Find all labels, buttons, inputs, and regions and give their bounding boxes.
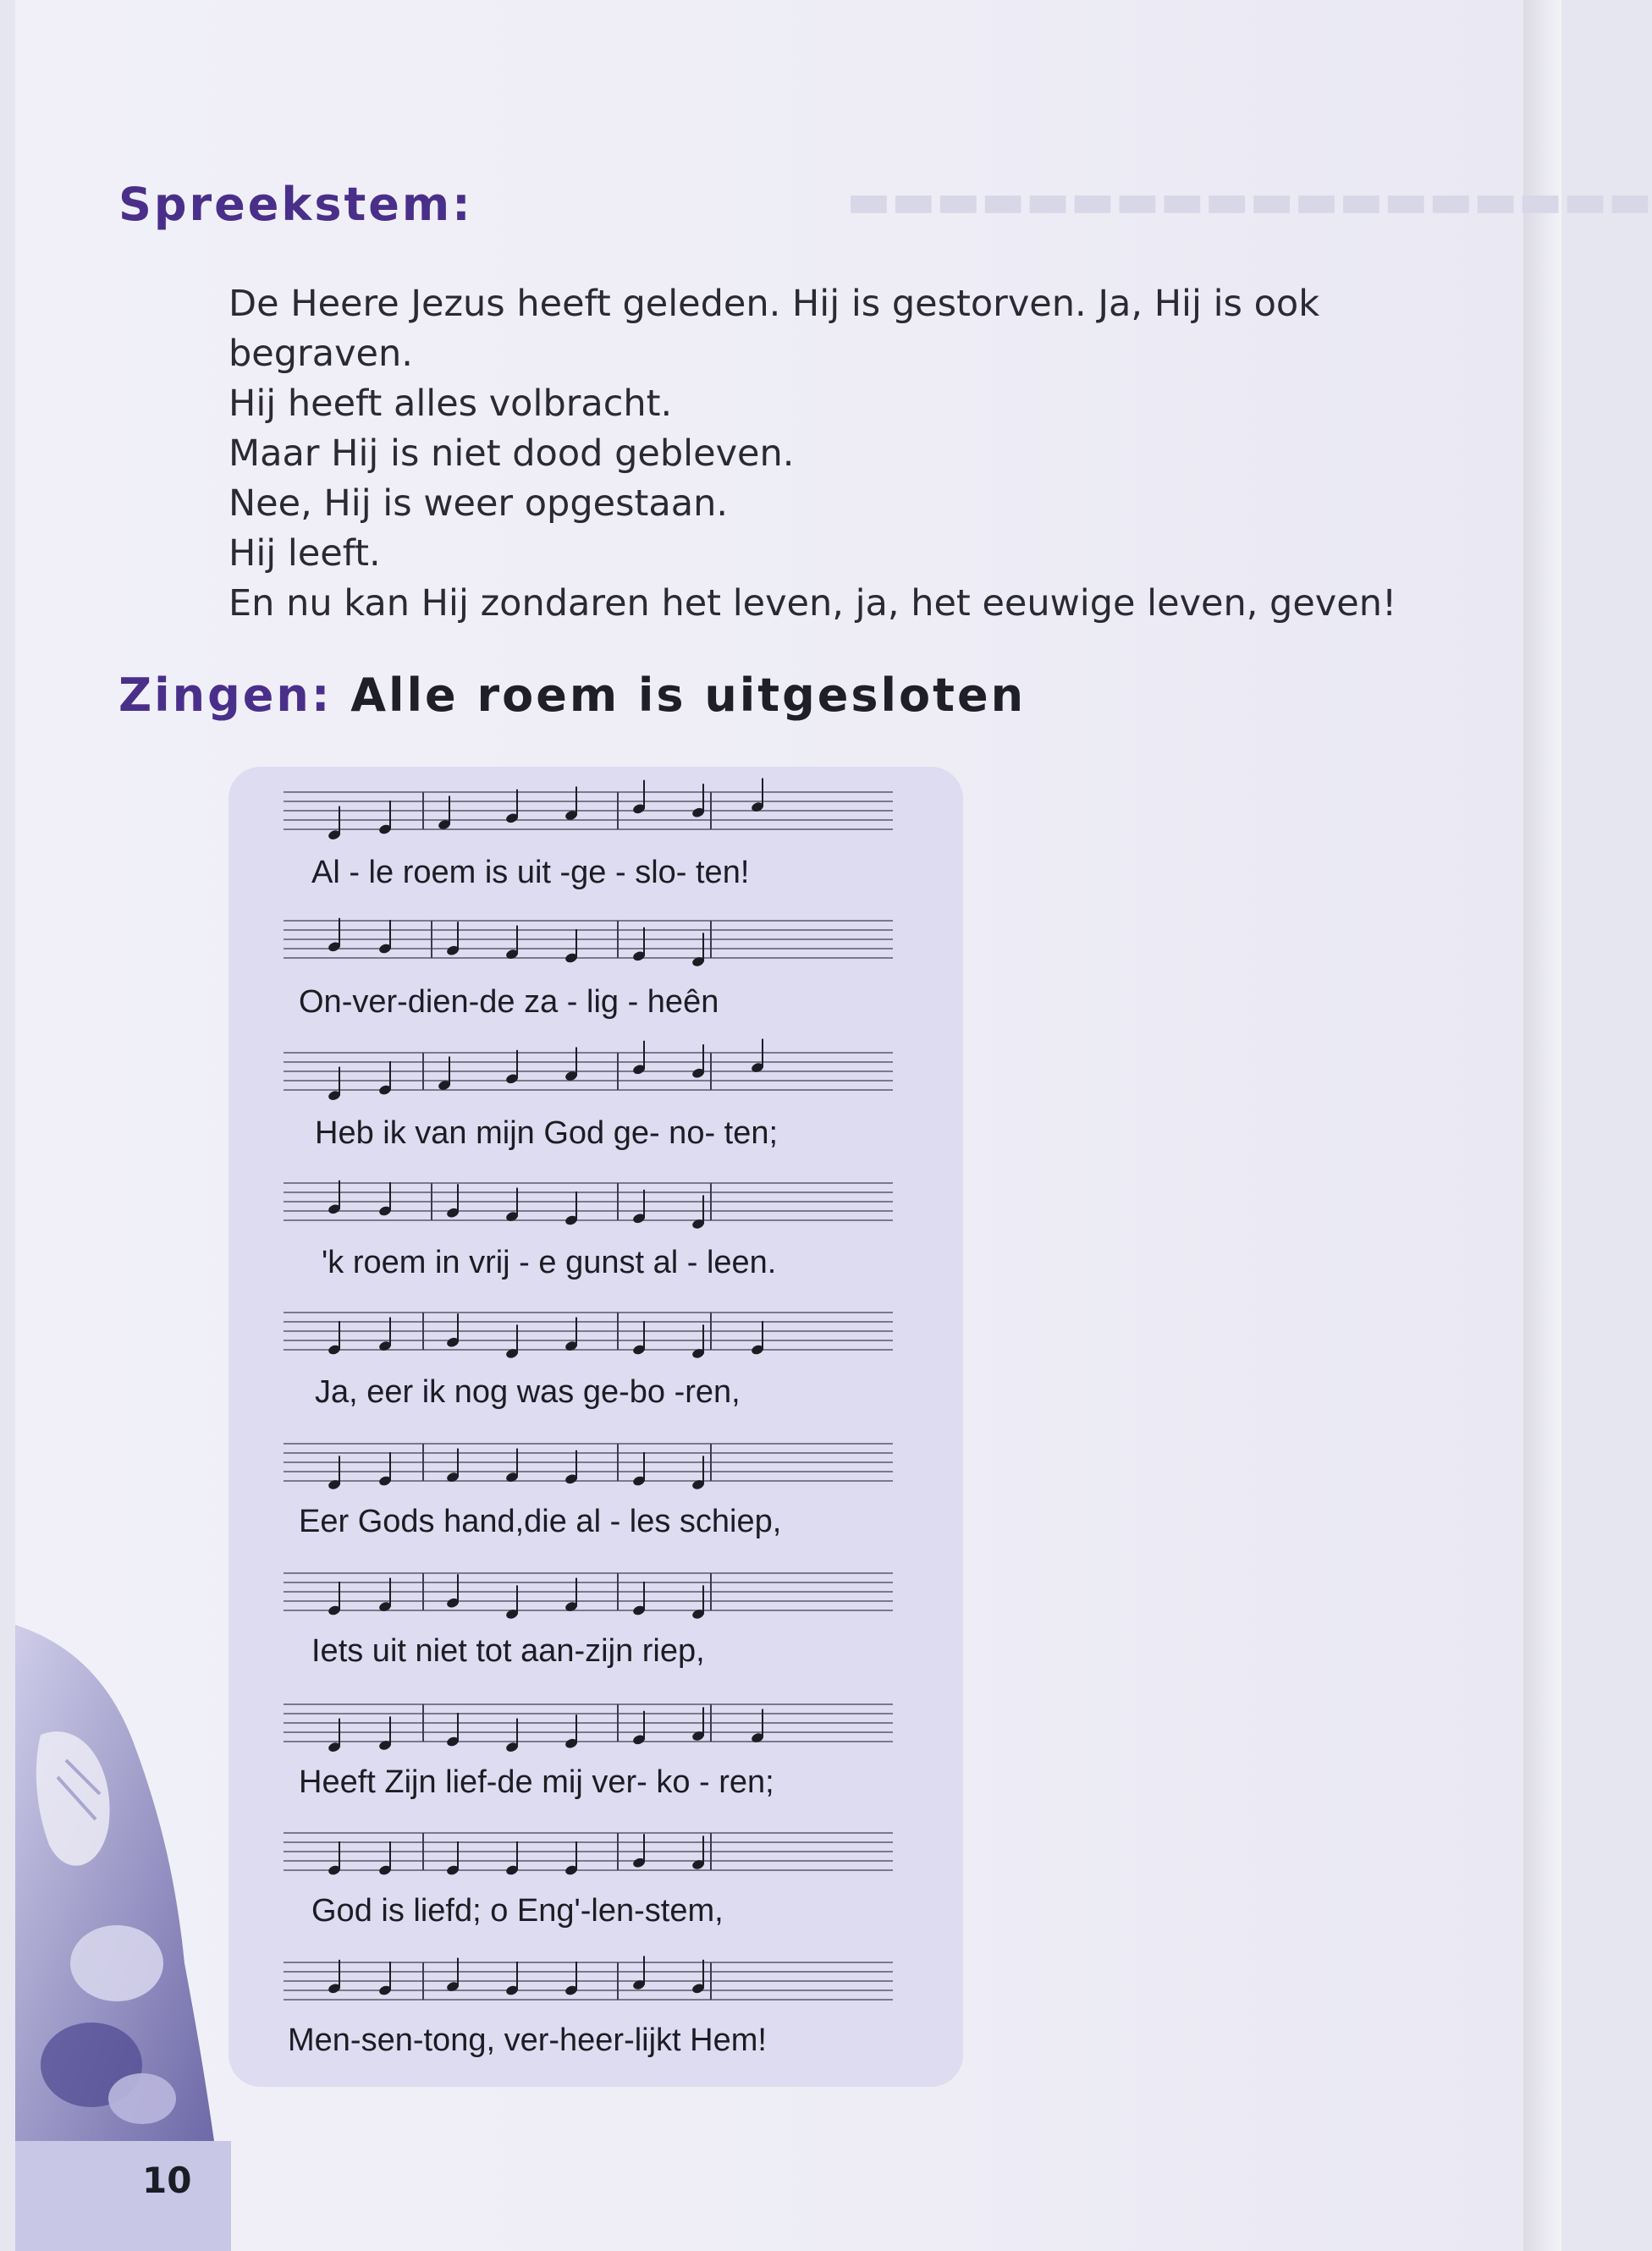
spoken-text — [229, 279, 1430, 629]
lyric-line: Iets uit niet tot aan-zijn riep, — [311, 1633, 705, 1669]
music-staff — [284, 1439, 893, 1489]
music-staff — [284, 1568, 893, 1619]
music-staff — [284, 787, 893, 838]
section-label: Zingen: — [118, 669, 333, 722]
music-staff — [284, 1699, 893, 1750]
page-edge — [1523, 0, 1561, 2251]
staff-lines — [284, 916, 893, 966]
music-staff — [284, 1307, 893, 1358]
page-number-background — [15, 2141, 231, 2251]
music-staff — [284, 1048, 893, 1098]
staff-lines — [284, 1957, 893, 2008]
music-staff — [284, 1957, 893, 2008]
staff-lines — [284, 1439, 893, 1489]
staff-lines — [284, 1048, 893, 1098]
lyric-line: God is liefd; o Eng'-len-stem, — [311, 1893, 724, 1929]
plant-photo-icon — [15, 1625, 218, 2141]
staff-lines — [284, 1699, 893, 1750]
text-line: begraven. — [229, 333, 413, 375]
text-line: Hij leeft. — [229, 532, 381, 575]
music-staff — [284, 916, 893, 966]
text-line: Nee, Hij is weer opgestaan. — [229, 482, 728, 525]
text-line: En nu kan Hij zondaren het leven, ja, het eeuwige leven, geven! — [229, 582, 1397, 625]
bleed-through-heading: ▬▬▬▬▬▬▬▬▬▬▬▬▬▬▬▬▬▬ — [846, 173, 1652, 228]
section-heading-zingen — [118, 669, 1026, 722]
staff-lines — [284, 1828, 893, 1879]
text-line: Maar Hij is niet dood gebleven. — [229, 432, 795, 475]
music-staff — [284, 1828, 893, 1879]
lyric-line: Heb ik van mijn God ge- no- ten; — [315, 1115, 779, 1151]
page-number: 10 — [142, 2160, 192, 2201]
music-staff — [284, 1178, 893, 1229]
lyric-line: Al - le roem is uit -ge - slo- ten! — [311, 855, 750, 890]
staff-lines — [284, 1307, 893, 1358]
lyric-line: 'k roem in vrij - e gunst al - leen. — [322, 1245, 777, 1280]
section-heading-spreekstem: Spreekstem: — [118, 178, 473, 231]
lyric-line: Eer Gods hand,die al - les schiep, — [299, 1504, 782, 1539]
staff-lines — [284, 1568, 893, 1619]
text-line: Hij heeft alles volbracht. — [229, 383, 673, 425]
lyric-line: On-ver-dien-de za - lig - heên — [299, 984, 719, 1020]
song-title: Alle roem is uitgesloten — [350, 669, 1027, 722]
lyric-line: Heeft Zijn lief-de mij ver- ko - ren; — [299, 1764, 774, 1800]
text-line: De Heere Jezus heeft geleden. Hij is gestorven. Ja, Hij is ook — [229, 283, 1320, 325]
staff-lines — [284, 1178, 893, 1229]
lyric-line: Ja, eer ik nog was ge-bo -ren, — [315, 1374, 741, 1410]
staff-lines — [284, 787, 893, 838]
lyric-line: Men-sen-tong, ver-heer-lijkt Hem! — [288, 2023, 767, 2058]
